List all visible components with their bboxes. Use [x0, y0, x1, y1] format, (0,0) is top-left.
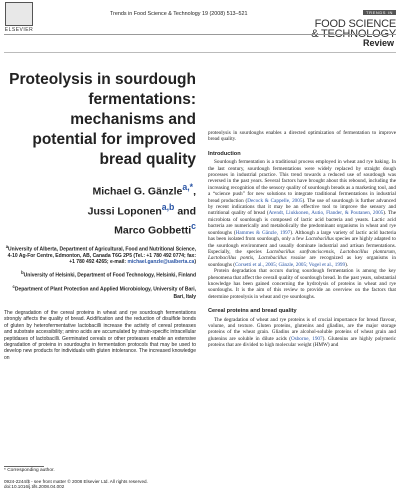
- citation-link[interactable]: Decock & Cappelle, 2005: [247, 197, 303, 204]
- citation-link[interactable]: Osborne, 1907: [290, 335, 323, 342]
- abstract: The degradation of the cereal proteins in wheat and rye sourdough fermentations strongly affects the quality of bread. Acidification and the reduction of disulfide bonds of gluten by heterofermentative lactobacilli increase the activity of cereal proteases and substrate accessibility; amino acids are accumulated by strain-specific intracellular peptidases of lactobacilli. Germinated cereals or other proteases enable an extensive degradation of proteins in sourdoughs in fermentation protocols that may be used to develop new products for individuals with gluten intolerance. The increased knowledge on: [4, 309, 196, 361]
- author-affil-mark[interactable]: c: [191, 221, 196, 231]
- brand-line-2: & TECHNOLOGY: [311, 28, 396, 40]
- author-affil-mark[interactable]: a,*: [182, 182, 194, 192]
- affiliation-a: $^a$University of Alberta, Department of Agricultural, Food and Nutritional Science, 4-10 Ag-For Centre, Edmonton, AB, Canada T6G 2P5 (Tel.: +1 780 492 0774; fax: +1 780 492 4265; e-mail: michael.ganzle@ualberta.ca): [5, 243, 196, 265]
- right-column: [208, 130, 396, 349]
- author-name: Marco Gobbetti: [114, 224, 192, 237]
- author-affil-mark[interactable]: a,b: [161, 201, 175, 212]
- corresponding-author-note: * Corresponding author.: [4, 468, 55, 473]
- section-heading-introduction: Introduction: [208, 150, 241, 157]
- brand-line-1: FOOD SCIENCE: [314, 18, 396, 30]
- affiliation-text: University of Helsinki, Department of Food Technology, Helsinki, Finland: [23, 273, 196, 280]
- brand-trends: TRENDS IN: [363, 10, 396, 15]
- elsevier-logo: [4, 2, 34, 32]
- citation-link[interactable]: Hammes & Gänzle, 1997: [235, 229, 291, 236]
- header-divider: [4, 34, 396, 35]
- author-name: Michael G. Gänzle: [92, 185, 183, 198]
- cereal-paragraph-1: The degradation of wheat and rye proteins is of crucial importance for bread flavour, volume, and texture. Gluten proteins, glutenins and gliadins, are the major storage proteins of the wheat grain. Gliadins are alcohol-soluble proteins of wheat grain and glutenins are soluble in dilute acids (Osborne, 1907). Glutenins are highly polymeric proteins that are divided to high molecular weight (HMW) and: [208, 316, 397, 349]
- email-link[interactable]: michael.ganzle@ualberta.ca: [127, 258, 195, 265]
- citation-link[interactable]: Corsetti et al., 2005; Gänzle, 2005; Vogel et al., 1999: [234, 261, 346, 268]
- doi-line: doi:10.1016/j.tifs.2008.04.002: [4, 484, 65, 490]
- article-title: Proteolysis in sourdough fermentations: mechanisms and potential for improved bread quality: [9, 71, 196, 168]
- elsevier-tree-icon: [5, 2, 33, 26]
- abstract-continuation: proteolysis in sourdoughs enables a directed optimization of fermentation to improve bread quality.: [208, 130, 396, 143]
- intro-paragraph-2: Protein degradation that occurs during sourdough fermentation is among the key phenomena that affect the overall quality of sourdough bread. In the past years, substantial knowledge has been gained concerning the hydrolysis of proteins in wheat and rye sourdoughs. It is the aim of this review to provide an overview on the factors that determine proteolysis in wheat and rye sourdoughs.: [208, 268, 396, 300]
- left-column: [4, 70, 196, 361]
- affiliation-text: Department of Plant Protection and Applied Microbiology, University of Bari, Bari, Italy: [14, 287, 196, 300]
- author-name: Jussi Loponen: [87, 205, 162, 217]
- affiliation-b: $^b$University of Helsinki, Department of Food Technology, Helsinki, Finland: [21, 270, 196, 280]
- journal-citation: Trends in Food Science & Technology 19 (2008) 513–521: [110, 11, 248, 17]
- section-divider: [4, 52, 396, 53]
- section-heading-cereal-proteins: Cereal proteins and bread quality: [208, 308, 297, 315]
- affiliation-text: University of Alberta, Department of Agricultural, Food and Nutritional Science, 4-10 Ag-For Centre, Edmonton, AB, Canada T6G 2P5 (Tel.: +1 780 492 0774; fax: +1 780 492 4265; e-mail:: [7, 246, 196, 265]
- intro-paragraph-1: Sourdough fermentation is a traditional process employed in wheat and rye baking. In the last century, sourdough fermentations were widely replaced by straight dough processes in industrial practice. This trend towards a reduced use of sourdough was reversed in the past years. Several factors have brought about this rebound, including the increasing recognition of the sensory quality of sourdough breads as a marketing tool, and a “science push” for new solutions to integrate traditional fermentations in industrial bread production (Decock & Cappelle, 2005). The use of sourdough is further advanced by recent indications that it may be an effective tool to improve the sensory and nutritional quality of bread (Arendt, Liukkonen, Autio, Flander, & Poutanen, 2005). The microbiota of sourdough is composed of lactic acid bacteria and yeasts. Lactic acid bacteria are numerically and metabolically the predominant organisms in wheat and rye sourdoughs (Hammes & Gänzle, 1997). Although a large variety of lactic acid bacteria has been isolated from sourdough, only a few Lactobacillus species are highly adapted to the sourdough environment and usually dominate industrial and artisan fermentations. Especially, the species Lactobacillus sanfranciscensis, Lactobacillus plantarum, Lactobacillus pontis, Lactobacillus rossiae are recognized as key organisms in sourdoughs (Corsetti et al., 2005; Gänzle, 2005; Vogel et al., 1999).: [208, 159, 397, 268]
- affiliation-c: $^c$Department of Plant Protection and Applied Microbiology, University of Bari, Bari, Italy: [12, 284, 196, 300]
- author-list: Michael G. Gänzle$^{a,*}$, Jussi Loponen$^{a,b}$ and Marco Gobbetti$^c$: [87, 182, 196, 237]
- copyright-block: [4, 479, 148, 490]
- author-conjunction: and: [174, 205, 196, 217]
- publisher-name: ELSEVIER: [4, 27, 34, 33]
- citation-link[interactable]: Arendt, Liukkonen, Autio, Flander, & Poutanen, 2005: [268, 210, 384, 217]
- footnote-divider: [4, 466, 44, 467]
- section-label: Review: [362, 38, 394, 48]
- copyright-line: 0924-2244/$ - see front matter © 2008 Elsevier Ltd. All rights reserved.: [4, 479, 148, 484]
